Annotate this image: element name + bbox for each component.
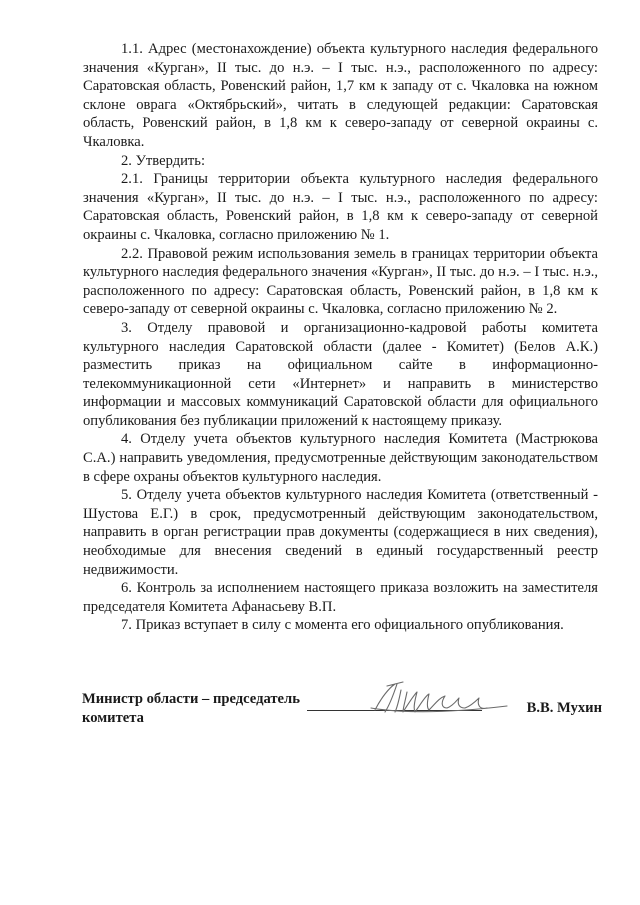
paragraph-1-1: 1.1. Адрес (местонахождение) объекта культурного наследия федерального значения «Курган», II тыс. до н.э. – I тыс. н.э., расположенного по адресу: Саратовская область, Ровенский район, 1,7 км к западу от с. Чкаловка на южном склоне оврага «Октябрьский», читать в следующей редакции: Саратовская область, Ровенский район, в 1,8 км к северо-западу от северной окраины с. Чкаловка. bbox=[83, 41, 598, 150]
document-body bbox=[83, 40, 598, 635]
signatory-name: В.В. Мухин bbox=[526, 700, 602, 716]
signatory-title-line2: комитета bbox=[82, 709, 144, 726]
signatory-title-line1: Министр области – председатель bbox=[82, 691, 300, 707]
paragraph-6: 6. Контроль за исполнением настоящего приказа возложить на заместителя председателя Комитета Афанасьеву В.П. bbox=[83, 580, 598, 615]
paragraph-2: 2. Утвердить: bbox=[121, 152, 206, 169]
signature-block bbox=[82, 690, 602, 740]
paragraph-4: 4. Отделу учета объектов культурного наследия Комитета (Мастрюкова С.А.) направить уведомления, предусмотренные действующим законодательством в сфере охраны объектов культурного наследия. bbox=[83, 431, 598, 485]
paragraph-7: 7. Приказ вступает в силу с момента его официального опубликования. bbox=[121, 617, 564, 634]
paragraph-2-1: 2.1. Границы территории объекта культурного наследия федерального значения «Курган», II тыс. до н.э. – I тыс. н.э., расположенного по адресу: Саратовская область, Ровенский район, в 1,8 км к северо-западу от северной окраины с. Чкаловка, согласно приложению № 1. bbox=[83, 171, 598, 243]
signatory-title bbox=[82, 690, 300, 727]
paragraph-2-2: 2.2. Правовой режим использования земель в границах территории объекта культурного наследия федерального значения «Курган», II тыс. до н.э. – I тыс. н.э., расположенного по адресу: Саратовская область, Ровенский район, в 1,8 км к северо-западу от северной окраины с. Чкаловка, согласно приложению № 2. bbox=[83, 245, 598, 318]
paragraph-3: 3. Отделу правовой и организационно-кадровой работы комитета культурного наследия Саратовской области (далее - Комитет) (Белов А.К.) разместить приказ на официальном сайте в информационно-телекоммуникационной сети «Интернет» и направить в министерство информации и массовых коммуникаций Саратовской области для официального опубликования без публикации приложений к настоящему приказу. bbox=[83, 319, 598, 429]
handwritten-signature bbox=[367, 678, 512, 718]
paragraph-5: 5. Отделу учета объектов культурного наследия Комитета (ответственный - Шустова Е.Г.) в срок, предусмотренный действующим законодательством, направить в орган регистрации прав документы (содержащиеся в них сведения), необходимые для внесения сведений в единый государственный реестр недвижимости. bbox=[83, 487, 598, 578]
